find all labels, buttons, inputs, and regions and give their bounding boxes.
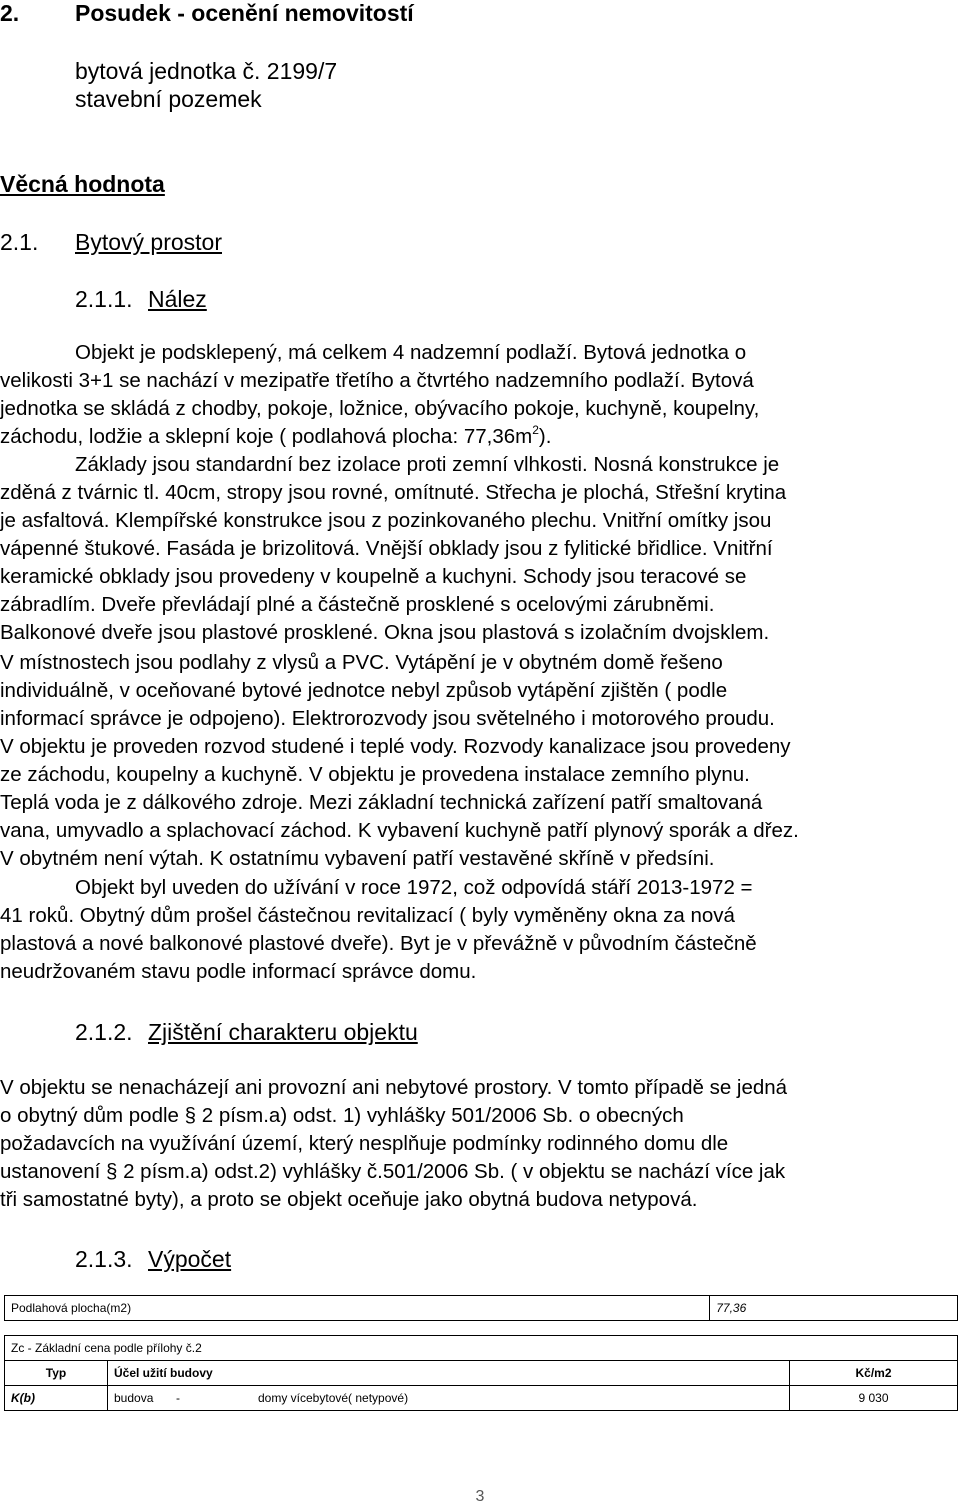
text-line: Balkonové dveře jsou plastové prosklené. Okna jsou plastová s izolačním dvojsklem. — [0, 621, 770, 644]
text-line: keramické obklady jsou provedeny v koupelně a kuchyni. Schody jsou teracové se — [0, 565, 747, 588]
text-line: velikosti 3+1 se nachází v mezipatře třetího a čtvrtého nadzemního podlaží. Bytová — [0, 369, 754, 392]
subsection-number: 2.1. — [0, 229, 39, 255]
text-line: zábradlím. Dveře převládají plné a částečně prosklené s ocelovými zárubněmi. — [0, 593, 715, 616]
floor-area-label: Podlahová plocha(m2) — [5, 1296, 710, 1321]
text-line: 41 roků. Obytný dům prošel částečnou revitalizací ( byly vyměněny okna za nová — [0, 904, 735, 927]
heading-2-1-1: 2.1.1. Nález — [75, 286, 207, 312]
col-header-typ: Typ — [5, 1361, 108, 1386]
text-line: V objektu se nenacházejí ani provozní ani nebytové prostory. V tomto případě se jedná — [0, 1076, 788, 1099]
cell-typ: K(b) — [5, 1386, 108, 1411]
section-title: Věcná hodnota — [0, 171, 165, 197]
text-line: Objekt je podsklepený, má celkem 4 nadzemní podlaží. Bytová jednotka o — [75, 341, 747, 364]
cell-ucel-1: budova — [108, 1386, 171, 1411]
text-line: Teplá voda je z dálkového zdroje. Mezi základní technická zařízení patří smaltovaná — [0, 791, 763, 814]
base-price-table — [4, 1335, 958, 1411]
text-line: o obytný dům podle § 2 písm.a) odst. 1) vyhlášky 501/2006 Sb. o obecných — [0, 1104, 684, 1127]
text-line: informací správce je odpojeno). Elektrorozvody jsou světelného i motorového proudu. — [0, 707, 775, 730]
text-line: neudržovaném stavu podle informací správce domu. — [0, 960, 477, 983]
text-line: vápenné štukové. Fasáda je brizolitová. Vnější obklady jsou z fylitické břidlice. Vnitřní — [0, 537, 773, 560]
col-header-kc: Kč/m2 — [790, 1361, 958, 1386]
text-line: plastová a nové balkonové plastové dveře). Byt je v převážně v původním částečně — [0, 932, 757, 955]
base-price-caption: Zc - Základní cena podle přílohy č.2 — [5, 1336, 958, 1361]
page-number: 3 — [475, 1488, 485, 1505]
text-line: tři samostatné byty), a proto se objekt oceňuje jako obytná budova netypová. — [0, 1188, 698, 1211]
text-line: V místnostech jsou podlahy z vlysů a PVC. Vytápění je v obytném domě řešeno — [0, 651, 723, 674]
subject-line-1: bytová jednotka č. 2199/7 — [75, 58, 338, 84]
col-header-ucel: Účel užití budovy — [108, 1361, 790, 1386]
floor-area-table — [4, 1295, 958, 1321]
text-line: Základy jsou standardní bez izolace proti zemní vlhkosti. Nosná konstrukce je — [75, 453, 780, 476]
chapter-title: Posudek - ocenění nemovitostí — [75, 0, 414, 26]
chapter-number: 2. — [0, 0, 20, 26]
heading-2-1-2: 2.1.2. Zjištění charakteru objektu — [75, 1019, 418, 1045]
text-line: V objektu je proveden rozvod studené i teplé vody. Rozvody kanalizace jsou provedeny — [0, 735, 791, 758]
text-line: požadavcích na využívání území, který nesplňuje podmínky rodinného domu dle — [0, 1132, 729, 1155]
area-superscript: 2 — [532, 423, 539, 437]
text-line: vana, umyvadlo a splachovací záchod. K vybavení kuchyně patří plynový sporák a dřez. — [0, 819, 799, 842]
text-line: V obytném není výtah. K ostatnímu vybavení patří vestavěné skříně v předsíni. — [0, 847, 715, 870]
heading-2-1-3: 2.1.3. Výpočet — [75, 1246, 232, 1272]
text-line: individuálně, v oceňované bytové jednotce nebyl způsob vytápění zjištěn ( podle — [0, 679, 728, 702]
cell-dash: - — [170, 1386, 252, 1411]
text-line: ze záchodu, koupelny a kuchyně. V objektu je provedena instalace zemního plynu. — [0, 763, 750, 786]
subject-line-2: stavební pozemek — [75, 86, 262, 112]
text-line-area: záchodu, lodžie a sklepní koje ( podlahová plocha: $77,36m^2$). — [0, 423, 552, 448]
text-line: jednotka se skládá z chodby, pokoje, ložnice, obývacího pokoje, kuchyně, koupelny, — [0, 397, 760, 420]
text-line: je asfaltová. Klempířské konstrukce jsou z pozinkovaného plechu. Vnitřní omítky jsou — [0, 509, 772, 532]
cell-ucel-2: domy vícebytové( netypové) — [252, 1386, 790, 1411]
floor-area-value: 77,36 — [710, 1296, 958, 1321]
subsection-heading — [0, 229, 222, 256]
text-line: ustanovení § 2 písm.a) odst.2) vyhlášky č.501/2006 Sb. ( v objektu se nachází více jak — [0, 1160, 786, 1183]
subsection-title: Bytový prostor — [75, 229, 222, 255]
cell-kc: 9 030 — [790, 1386, 958, 1411]
chapter-heading — [0, 0, 414, 27]
text-line: zděná z tvárnic tl. 40cm, stropy jsou rovné, omítnuté. Střecha je plochá, Střešní krytina — [0, 481, 787, 504]
text-line: Objekt byl uveden do užívání v roce 1972, což odpovídá stáří 2013-1972 = — [75, 876, 753, 899]
